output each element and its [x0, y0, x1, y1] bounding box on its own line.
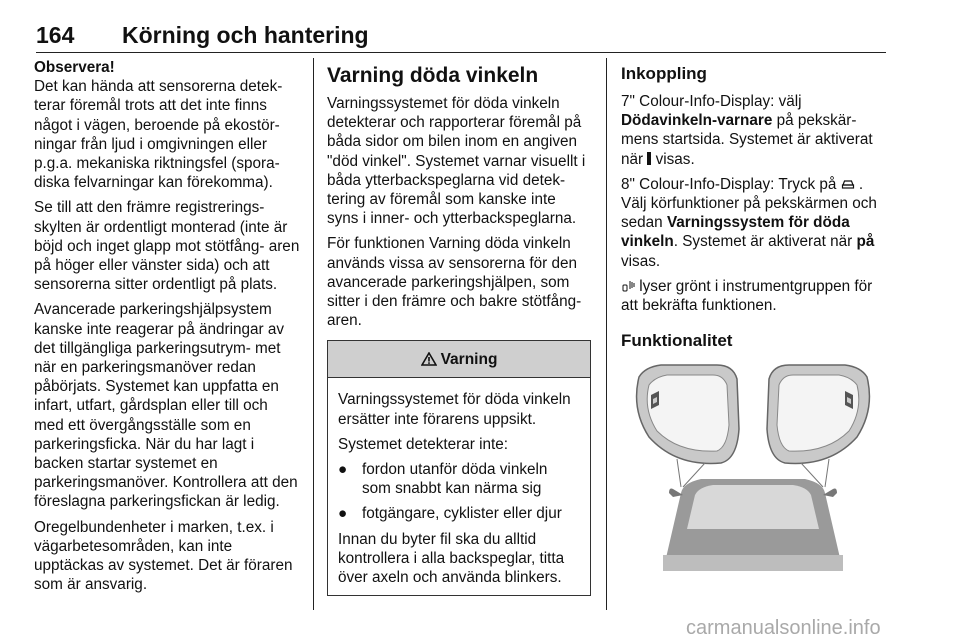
warning-triangle-icon: [421, 352, 437, 366]
column-1: [34, 58, 300, 600]
note-heading: Observera!: [34, 59, 115, 76]
warning-body: [328, 378, 590, 595]
warning-box: [327, 340, 591, 596]
list-item: ● fordon utanför döda vinkeln som snabbt kan närma sig: [338, 461, 548, 498]
paragraph-irregularities: Oregelbundenheter i marken, t.ex. i vägarbetesområden, kan inte upptäckas av systemet. Det är föraren som är ansvarig.: [34, 518, 293, 594]
section-heading-activation: Inkoppling: [621, 64, 707, 83]
column-2: [327, 58, 591, 596]
section-heading-functionality: Funktionalitet: [621, 331, 733, 351]
warning-header: [328, 341, 590, 378]
page-number: 164: [36, 22, 75, 48]
page-title: Körning och hantering: [122, 22, 369, 48]
page-header: [36, 22, 886, 50]
list-item: ● fotgängare, cyklister eller djur: [338, 505, 562, 523]
paragraph-8-inch-display: 8" Colour-Info-Display: Tryck på . Välj körfunktioner på pekskärmen och sedan Varningssystem för döda vinkeln. Systemet är aktiverat när på visas.: [621, 175, 877, 270]
header-divider: [36, 52, 886, 53]
left-mirror-icon: [637, 365, 739, 463]
paragraph-parking-assist: Avancerade parkeringshjälpsystem kanske inte reagerar på ändringar av det tillgängliga parkeringsutrym- met när en parkeringsmanöver redan påbörjats. Systemet kan uppfatta en infart, utfart, gårdsplan eller till och med ett övergångsställe som en parkeringsficka. När du har lagt i backen startar systemet en parkeringsmanöver. Kontrollera att den föreslagna parkeringsfickan är ledig.: [34, 301, 298, 511]
note-text: Det kan hända att sensorerna detek- terar föremål trots att det inte finns något i vägen, beroende på ekostör- ningar från ljud i omgivningen eller p.g.a. mekaniska riktningsfel (spora- diska felvarningar kan förekomma).: [34, 78, 283, 192]
warning-paragraph-1: Varningssystemet för döda vinkeln ersätter inte förarens uppsikt.: [338, 391, 571, 428]
car-icon: [663, 479, 843, 571]
warning-title: Varning: [440, 350, 498, 368]
bullet-icon: ●: [338, 505, 348, 523]
paragraph-blind-spot-intro: Varningssystemet för döda vinkeln detekterar och rapporterar föremål på båda sidor om bilen inom en angiven "död vinkel". Systemet varnar visuellt i båda ytterbackspeglarna vid detek- tering av föremål som kanske inte syns i inner- och ytterbackspeglarna.: [327, 95, 586, 228]
bullet-icon: ●: [338, 461, 348, 479]
blind-spot-indicator-icon: [621, 278, 639, 295]
warning-paragraph-3: Innan du byter fil ska du alltid kontrollera i alla backspeglar, titta över axeln och använda blinkers.: [338, 530, 565, 587]
watermark: carmanualsonline.info: [686, 617, 881, 639]
mirror-illustration: [621, 359, 889, 576]
paragraph-instrument-cluster: lyser grönt i instrumentgruppen för att bekräfta funktionen.: [621, 277, 873, 315]
paragraph-7-inch-display: 7" Colour-Info-Display: välj Dödavinkeln-varnare på pekskär- mens startsida. Systemet är aktiverat när visas.: [621, 93, 873, 168]
column-divider-1: [313, 58, 314, 610]
column-3: [621, 58, 889, 576]
paragraph-blind-spot-sensors: För funktionen Varning döda vinkeln används vissa av sensorerna för den avancerade parkeringshjälpen, som sitter i den främre och bakre stötfång- aren.: [327, 235, 582, 330]
warning-paragraph-2: Systemet detekterar inte:: [338, 435, 509, 453]
right-mirror-icon: [767, 365, 869, 463]
car-settings-icon: [841, 176, 859, 193]
column-divider-2: [606, 58, 607, 610]
paragraph-license-plate: Se till att den främre registrerings- skylten är ordentligt monterad (inte är böjd och inget glapp mot stötfång- aren på höger eller vänster sida) och att sensorerna sitter ordentligt på plats.: [34, 199, 300, 294]
section-heading-blind-spot: Varning döda vinkeln: [327, 64, 539, 87]
